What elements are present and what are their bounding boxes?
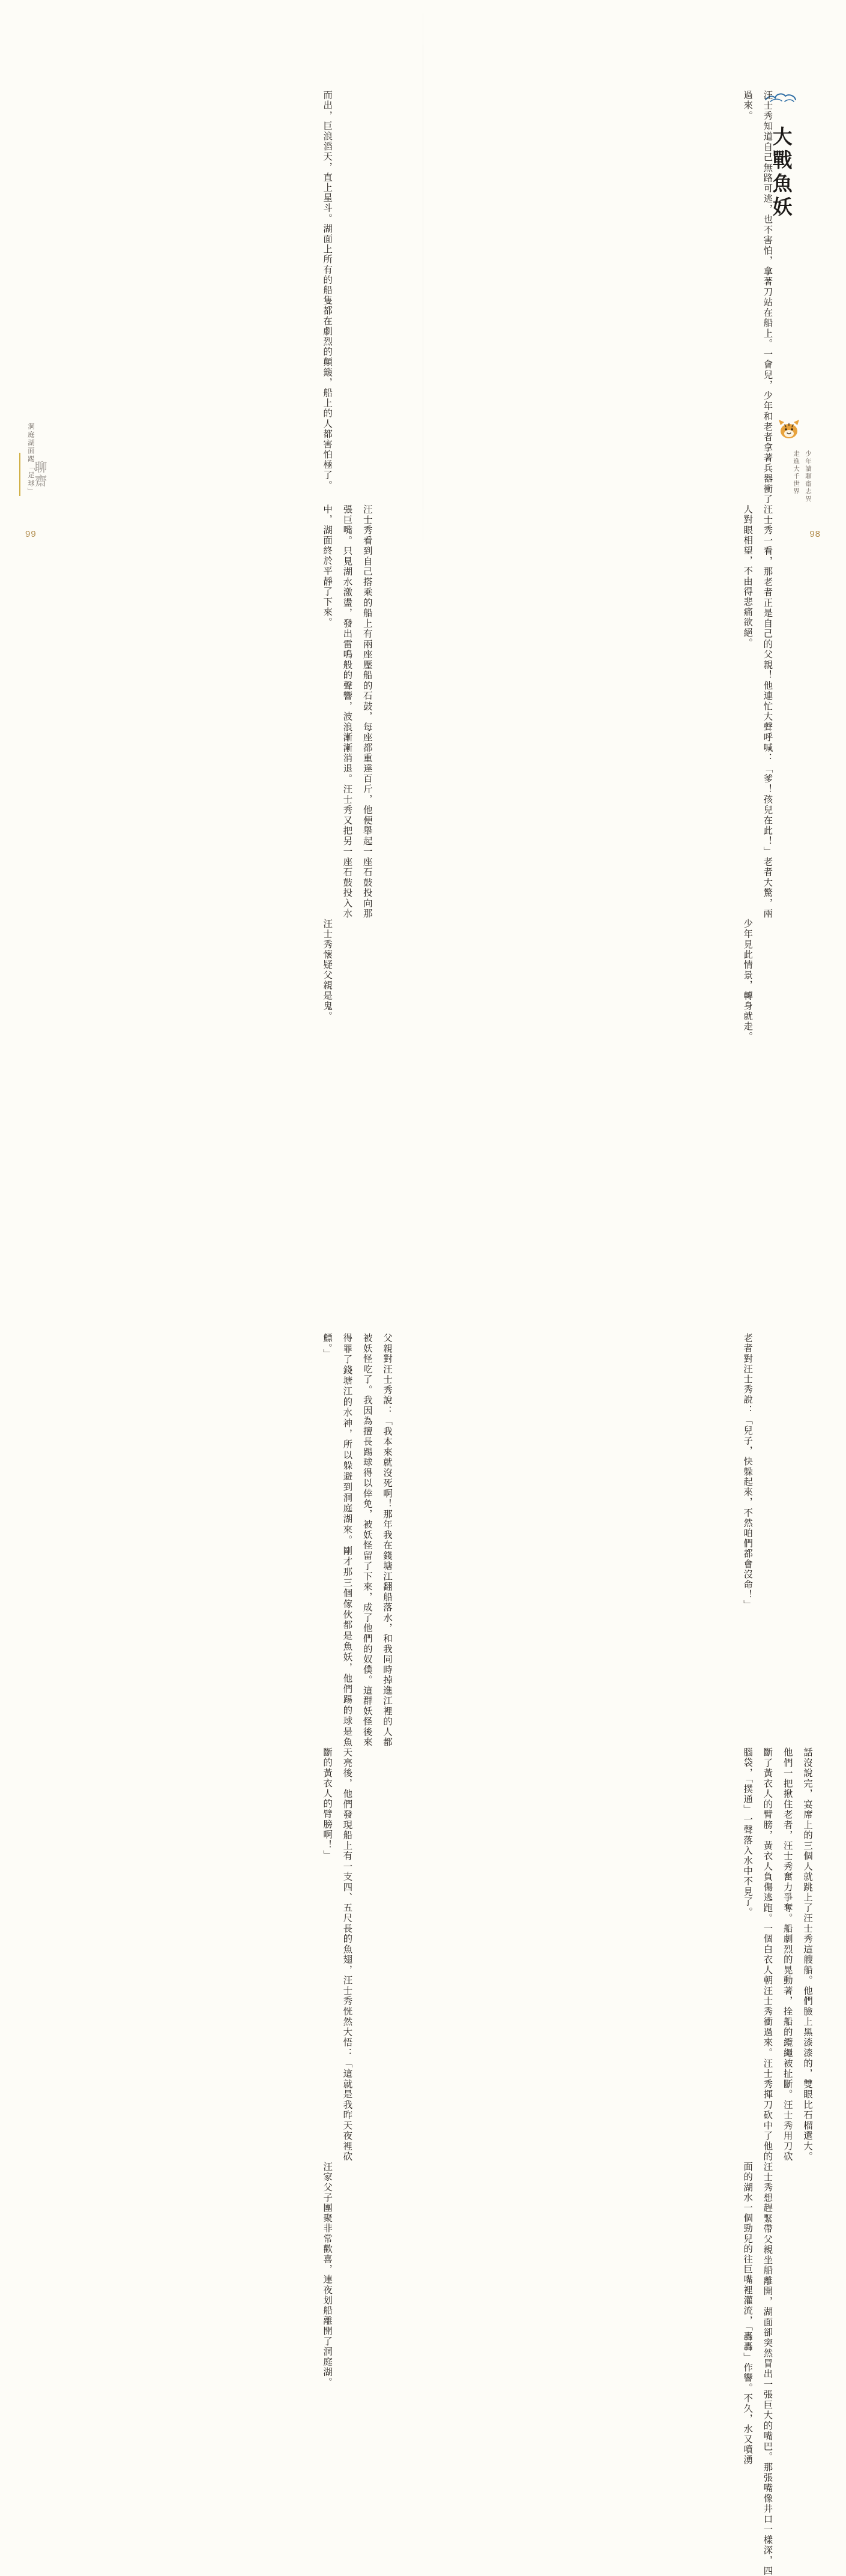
page-number-right: 98: [809, 529, 821, 539]
brand-text: [790, 450, 814, 516]
running-head-left: 洞庭湖面踢「足球」: [27, 423, 35, 496]
paragraph: 話沒說完，宴席上的三個人就跳上了汪士秀這艘船。他們臉上黑漆漆的，雙眼比石榴還大。他們一把揪住老者，汪士秀奮力爭奪。船劇烈的晃動著，拴船的纜繩被扯斷。汪士秀用刀砍斷了黃衣人的臂膀，黃衣人負傷逃跑。一個白衣人朝汪士秀衝過來。汪士秀揮刀砍中了他的腦袋，「撲通」一聲落入水中不見了。: [742, 1747, 813, 2162]
page-left-body: [317, 90, 397, 2388]
paragraph: 老者對汪士秀說：「兒子，快躲起來，不然咱們都會沒命！」: [742, 1333, 754, 1610]
paragraph: 汪士秀想趕緊帶父親坐船離開，湖面卻突然冒出一張巨大的嘴巴。那張嘴像井口一樣深，四面的湖水一個勁兒的往巨嘴裡灌流，「轟轟」作響。不久，水又噴湧: [742, 2162, 773, 2576]
paragraph: 少年見此情景，轉身就走。: [742, 919, 754, 1042]
paragraph: 汪家父子團聚非常歡喜，連夜划船離開了洞庭湖。: [322, 2162, 333, 2388]
colophon: [19, 453, 50, 496]
brand-block: [748, 417, 820, 519]
chapter-title: 大戰魚妖: [769, 126, 793, 220]
brand-line-2: 走進大千世界: [793, 450, 800, 495]
paragraph: 汪士秀看到自己搭乘的船上有兩座壓船的石鼓，每座都重達百斤，他便舉起一座石鼓投向那張巨嘴。只見湖水激盪，發出雷鳴般的聲響，波浪漸漸消退。汪士秀又把另一座石鼓投入水中，湖面終於平靜了下來。: [322, 504, 373, 919]
brand-line-1: 少年讀聊齋志異: [805, 450, 812, 503]
paragraph: 天亮後，他們發現船上有一支四、五尺長的魚翅，汪士秀恍然大悟：「這就是我昨天夜裡砍斷的黃衣人的臂膀啊！」: [322, 1747, 353, 2162]
page-number-left: 99: [25, 529, 37, 539]
page-right: [423, 0, 846, 2576]
paragraph: 汪士秀知道自己無路可逃，也不害怕，拿著刀站在船上。一會兒，少年和老者拿著兵器衝了過來。: [742, 90, 773, 504]
tiger-mascot-icon: [775, 417, 803, 442]
page-left: [0, 0, 423, 2388]
paragraph: 汪士秀懷疑父親是鬼。: [322, 919, 333, 1021]
paragraph: 汪士秀一看，那老者正是自己的父親！他連忙大聲呼喊：「爹！孩兒在此！」老者大驚，兩人對眼相望，不由得悲痛欲絕。: [742, 504, 773, 919]
paragraph: 而出，巨浪滔天，直上星斗。湖面上所有的船隻都在劇烈的顛簸，船上的人都害怕極了。: [322, 90, 333, 491]
colophon-seal: 聊齋: [19, 453, 47, 496]
paragraph: 父親對汪士秀說：「我本來就沒死啊！那年我在錢塘江翻船落水，和我同時掉進江裡的人都被妖怪吃了。我因為擅長踢球得以倖免，被妖怪留了下來，成了他們的奴僕。這群妖怪後來得罪了錢塘江的水神，所以躲避到洞庭湖來。剛才那三個傢伙都是魚妖，他們踢的球是魚鰾。」: [322, 1333, 393, 1747]
